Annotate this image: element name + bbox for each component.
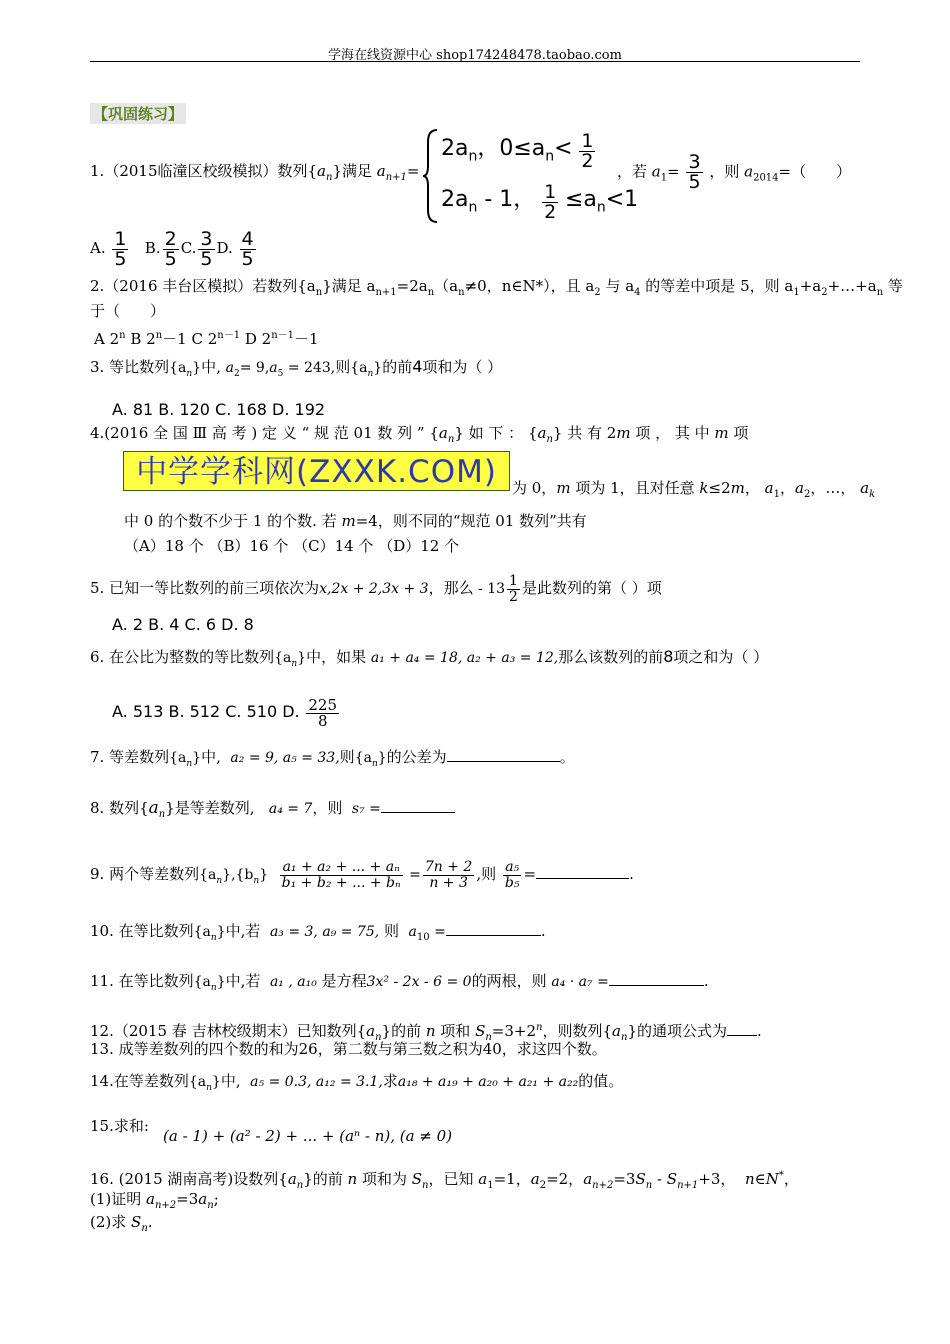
answer-blank[interactable] [609, 971, 704, 986]
page-header: 学海在线资源中心 shop174248478.taobao.com [328, 48, 622, 63]
answer-blank[interactable] [727, 1021, 757, 1036]
question-11: 11. 在等比数列$\{a_n\}$中,若 a₁ , a₁₀ 是方程3x² - 2x - 6 = 0的两根，则 a₄ · a₇ = . [90, 972, 709, 993]
question-2-line-1: 2.（2016 丰台区模拟）若数列$\{a_n\}$满足 $a_{n+1}=2a_n(a_n\ne 0$，n∈N*），且 $a_2$ 与 $a_4$ 的等差中项是 5，则 $a_1+a_2+\dots+a_n$ 等 [90, 277, 903, 298]
option-a-fraction: $\frac{1}{5}$ [114, 227, 127, 270]
answer-blank[interactable] [446, 921, 541, 936]
question-16: 16. (2015 湖南高考)设数列$\{a_n\}$的前 n 项和为 $S_n$，已知 $a_1=1$，$a_2=2$，$a_{n+2}=3S_n - S_{n+1}+3$， n∈N*， [90, 1170, 799, 1191]
question-7: 7. 等差数列$\{a_n\}$中, a₂ = 9, a₅ = 33,则$\{a_n\}$的公差为 。 [90, 748, 575, 769]
answer-blank[interactable] [447, 747, 560, 762]
sum-ratio-fraction: $\frac{\text{a₁ + a₂ + ... + aₙ}}{\text{b₁ + b₂ + ... + bₙ}}$ [281, 858, 401, 891]
question-12: 12.（2015 春 吉林校级期末）已知数列$\{a_n\}$的前 n 项和 $S_n=3+2^n$，则数列$\{a_n\}$的通项公式为 . [90, 1022, 762, 1043]
question-8: 8. 数列$\{a_n\}$是等差数列, a₄ = 7，则 s₇ = [90, 795, 455, 828]
question-6-options: A. 513 B. 512 C. 510 D. $\frac{225}{8}$ [112, 695, 338, 730]
question-3: 3. 等比数列$\{a_n\}$中, $a_2= 9,a_5 = 243$,则$\{a_n\}$的前4项和为（ ） [90, 357, 503, 379]
question-16-part-2: (2)求 $S_n$. [90, 1213, 153, 1234]
question-2-options: A 2$^n$ B $2^n-1$ C $2^{n-1}$ D $2^{n-1}-1$ [94, 330, 319, 348]
answer-blank[interactable] [381, 798, 455, 813]
question-3-options: A. 81 B. 120 C. 168 D. 192 [112, 400, 326, 419]
answer-blank[interactable] [536, 864, 629, 879]
piecewise-case-1: $2a_n$，$0\le a_n<$ $\frac{1}{2}$ [441, 129, 594, 172]
half-fraction: $\frac{1}{2}$ [581, 129, 594, 172]
question-1: 1.（2015临潼区校级模拟）数列$\{a_n\}$满足 $a_{n+1}=$ [90, 162, 420, 183]
question-15-expression: (a - 1) + (a² - 2) + ... + (aⁿ - n), (a ≠ 0) [163, 1127, 453, 1145]
question-16-part-1: (1)证明 $a_{n+2}=3a_n$; [90, 1190, 219, 1211]
three-fifths: $\frac{3}{5}$ [688, 151, 701, 193]
piecewise-brace [422, 128, 440, 224]
question-4-line-3: 中 0 的个数不少于 1 的个数. 若 m=4，则不同的“规范 01 数列”共有 [124, 512, 587, 530]
question-10: 10. 在等比数列$\{a_n\}$中,若 a₃ = 3, a₉ = 75, 则 $a_{10}$ = . [90, 922, 546, 943]
question-1-options: A. $\frac{1}{5}$ B. $\frac{2}{5}$ C. $\frac{3}{5}$ D. $\frac{4}{5}$ [90, 227, 254, 270]
question-2-line-2: 于（ ） [90, 302, 166, 320]
piecewise-case-2: $2a_n - 1$， $\frac{1}{2}$ $\le a_n<1$ [441, 180, 639, 223]
question-9: 9. 两个等差数列$\{a_n\},\{b_n\}$ $\frac{\text{a₁ + a₂ + ... + aₙ}}{\text{b₁ + b₂ + ... + bₙ}}$ = $\frac{7n + 2}{n + 3}$ ,则 $\frac{\text{a₅}}{\text{b₅}}$ = . [90, 858, 634, 891]
question-1-condition: ，若 $a_1=$ $\frac{3}{5}$ ，则 $a_{2014}=$（ ） [617, 151, 852, 193]
question-13: 13. 成等差数列的四个数的和为26，第二数与第三数之积为40，求这四个数。 [90, 1040, 607, 1058]
question-14: 14.在等差数列$\{a_n\}$中, a₅ = 0.3, a₁₂ = 3.1,求a₁₈ + a₁₉ + a₂₀ + a₂₁ + a₂₂的值。 [90, 1072, 624, 1093]
question-4-options: （A）18 个 （B）16 个 （C）14 个 （D）12 个 [124, 537, 460, 555]
watermark-banner: 中学学科网(ZXXK.COM) [123, 451, 510, 491]
question-6: 6. 在公比为整数的等比数列$\{a_n\}$中，如果 a₁ + a₄ = 18, a₂ + a₃ = 12,那么该数列的前8项之和为（ ） [90, 647, 769, 669]
question-4-line-1: 4.(2016 全 国 Ⅲ 高 考 ) 定 义 “ 规 范 01 数 列 ” $\{a_n\}$ 如 下 ： $\{a_n\}$ 共 有 2m 项 ， 其 中 m 项 [90, 424, 749, 445]
question-5-options: A. 2 B. 4 C. 6 D. 8 [112, 615, 254, 634]
section-title: 【巩固练习】 [90, 103, 186, 124]
question-5: 5. 已知一等比数列的前三项依次为x,2x + 2,3x + 3，那么 - 13 $\frac{1}{2}$ 是此数列的第（ ）项 [90, 572, 662, 605]
header-divider [90, 61, 860, 62]
question-4-line-2: 为 0，m 项为 1，且对任意 k≤2m， $a_1$，$a_2$，…， $a_k$ [512, 479, 876, 500]
question-15-label: 15.求和: [90, 1117, 149, 1135]
